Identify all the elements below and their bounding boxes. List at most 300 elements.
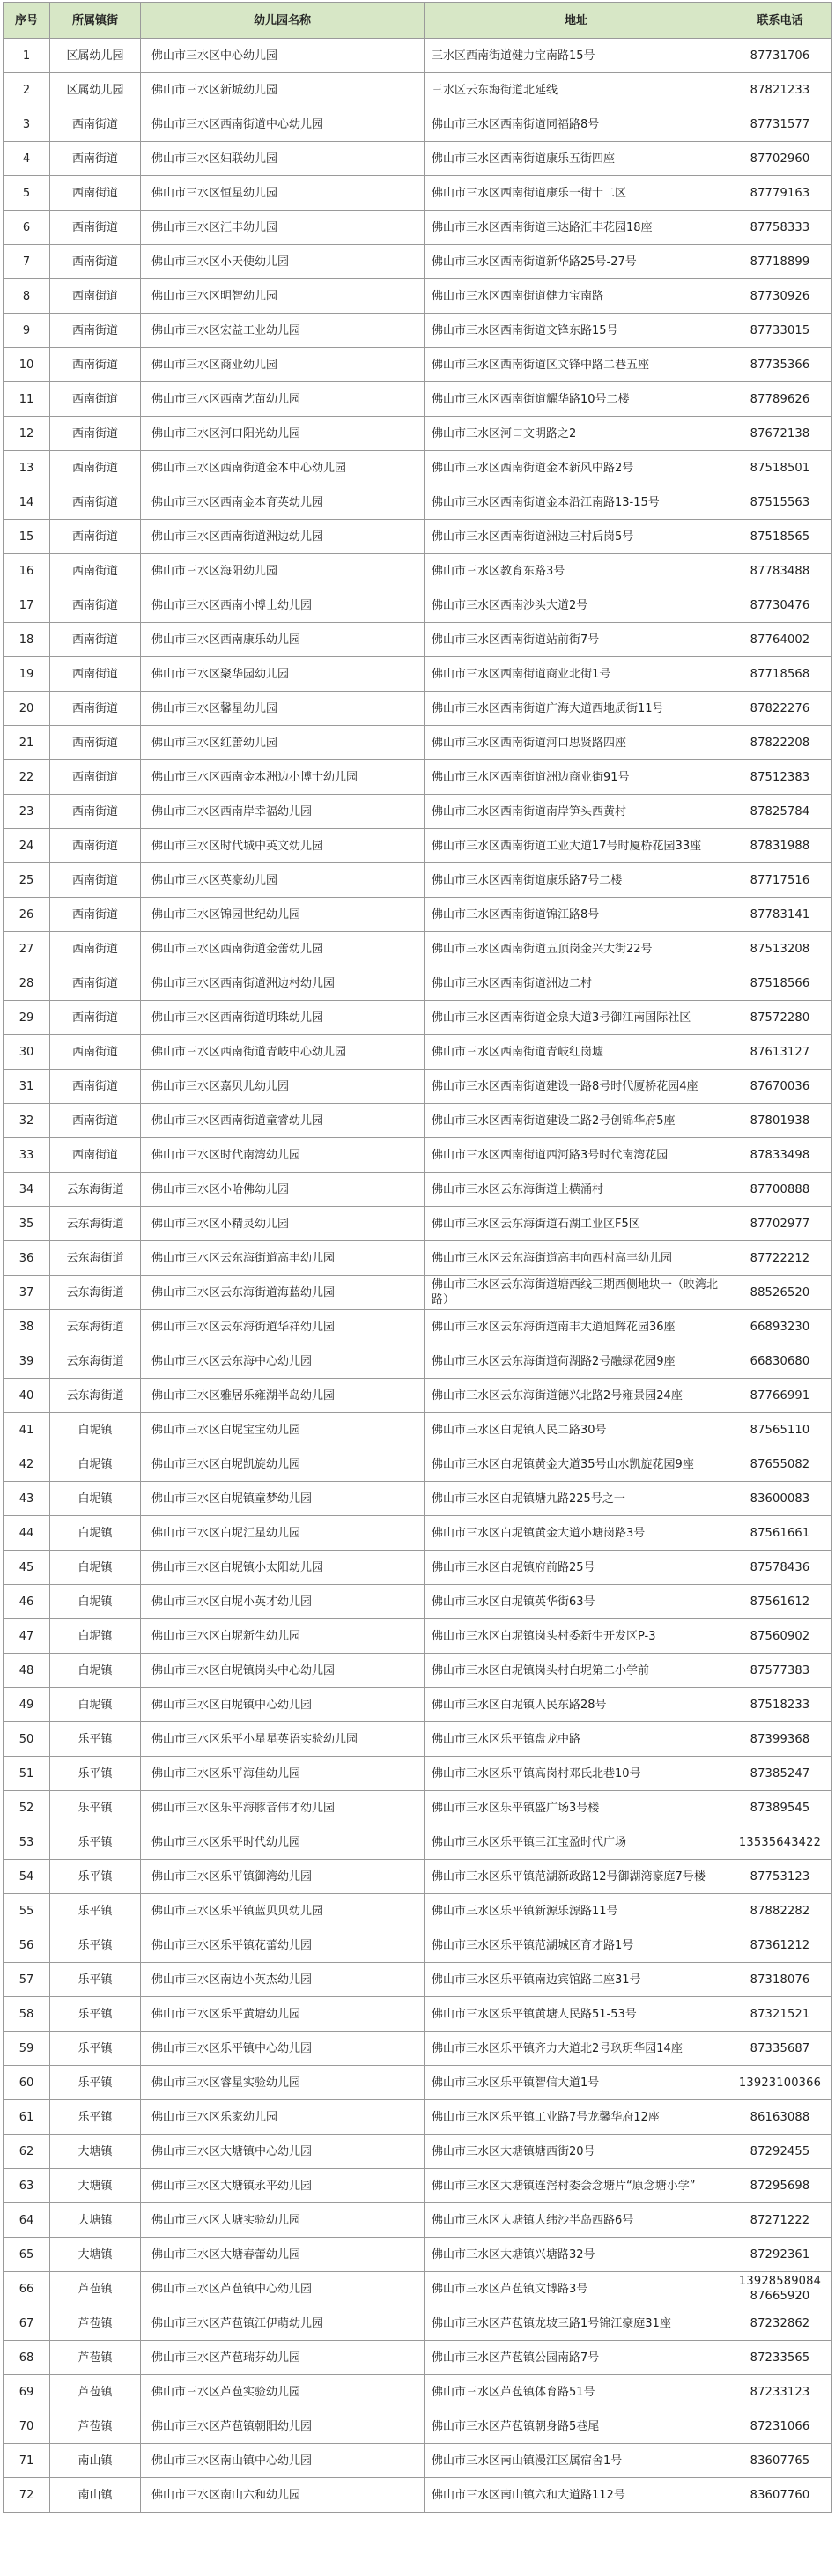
cell-index: 6 — [4, 211, 50, 245]
table-row — [4, 829, 832, 863]
cell-kindergarten-name: 佛山市三水区宏益工业幼儿园 — [141, 314, 425, 348]
cell-address: 佛山市三水区西南街道青岐红岗墟 — [425, 1035, 728, 1070]
cell-phone: 87672138 — [728, 417, 832, 451]
cell-phone: 13928589084 87665920 — [728, 2272, 832, 2306]
cell-index: 68 — [4, 2341, 50, 2375]
cell-district: 区属幼儿园 — [50, 39, 141, 73]
cell-address: 佛山市三水区西南街道五顶岗金兴大街22号 — [425, 932, 728, 966]
cell-district: 西南街道 — [50, 211, 141, 245]
cell-phone: 87518501 — [728, 451, 832, 485]
table-row — [4, 1997, 832, 2032]
cell-kindergarten-name: 佛山市三水区海阳幼儿园 — [141, 554, 425, 588]
cell-address: 佛山市三水区乐平镇三江宝盈时代广场 — [425, 1825, 728, 1860]
cell-index: 5 — [4, 176, 50, 211]
cell-phone: 87561612 — [728, 1585, 832, 1619]
cell-kindergarten-name: 佛山市三水区白坭宝宝幼儿园 — [141, 1413, 425, 1447]
cell-phone: 87389545 — [728, 1791, 832, 1825]
cell-address: 佛山市三水区西南街道洲边三村后岗5号 — [425, 520, 728, 554]
cell-address: 佛山市三水区云东海街道石湖工业区F5区 — [425, 1207, 728, 1241]
table-row — [4, 279, 832, 314]
cell-address: 佛山市三水区西南街道耀华路10号二楼 — [425, 382, 728, 417]
cell-kindergarten-name: 佛山市三水区恒星幼儿园 — [141, 176, 425, 211]
cell-district: 大塘镇 — [50, 2203, 141, 2238]
cell-district: 西南街道 — [50, 692, 141, 726]
cell-address: 佛山市三水区云东海街道塘西线三期西侧地块一（映湾北路） — [425, 1276, 728, 1310]
cell-index: 16 — [4, 554, 50, 588]
cell-kindergarten-name: 佛山市三水区大塘春蕾幼儿园 — [141, 2238, 425, 2272]
cell-address: 佛山市三水区西南街道同福路8号 — [425, 107, 728, 142]
table-row — [4, 795, 832, 829]
cell-district: 大塘镇 — [50, 2135, 141, 2169]
cell-phone: 87718899 — [728, 245, 832, 279]
cell-index: 56 — [4, 1928, 50, 1963]
table-row — [4, 1757, 832, 1791]
cell-district: 西南街道 — [50, 588, 141, 623]
cell-address: 佛山市三水区西南街道洲边二村 — [425, 966, 728, 1001]
cell-address: 佛山市三水区白坭镇塘九路225号之一 — [425, 1482, 728, 1516]
cell-index: 72 — [4, 2478, 50, 2513]
table-row — [4, 2341, 832, 2375]
cell-address: 佛山市三水区西南街道康乐路7号二楼 — [425, 863, 728, 898]
cell-kindergarten-name: 佛山市三水区小天使幼儿园 — [141, 245, 425, 279]
cell-address: 佛山市三水区白坭镇黄金大道小塘岗路3号 — [425, 1516, 728, 1551]
cell-address: 佛山市三水区西南街道文锋东路15号 — [425, 314, 728, 348]
cell-index: 60 — [4, 2066, 50, 2100]
cell-kindergarten-name: 佛山市三水区西南金本育英幼儿园 — [141, 485, 425, 520]
cell-kindergarten-name: 佛山市三水区乐平镇花蕾幼儿园 — [141, 1928, 425, 1963]
cell-index: 39 — [4, 1344, 50, 1379]
cell-district: 西南街道 — [50, 657, 141, 692]
table-row — [4, 176, 832, 211]
table-row — [4, 1447, 832, 1482]
cell-phone: 13535643422 — [728, 1825, 832, 1860]
cell-index: 63 — [4, 2169, 50, 2203]
cell-index: 18 — [4, 623, 50, 657]
cell-address: 佛山市三水区乐平镇南边宾馆路二座31号 — [425, 1963, 728, 1997]
cell-phone: 87231066 — [728, 2409, 832, 2444]
cell-index: 65 — [4, 2238, 50, 2272]
cell-district: 西南街道 — [50, 966, 141, 1001]
cell-phone: 87518565 — [728, 520, 832, 554]
cell-district: 西南街道 — [50, 932, 141, 966]
cell-kindergarten-name: 佛山市三水区商业幼儿园 — [141, 348, 425, 382]
cell-address: 佛山市三水区云东海街道高丰向西村高丰幼儿园 — [425, 1241, 728, 1276]
cell-district: 西南街道 — [50, 451, 141, 485]
cell-address: 佛山市三水区乐平镇盘龙中路 — [425, 1722, 728, 1757]
cell-phone: 87779163 — [728, 176, 832, 211]
cell-kindergarten-name: 佛山市三水区芦苞镇中心幼儿园 — [141, 2272, 425, 2306]
cell-phone: 87766991 — [728, 1379, 832, 1413]
table-row — [4, 314, 832, 348]
cell-district: 芦苞镇 — [50, 2409, 141, 2444]
table-row — [4, 1310, 832, 1344]
cell-address: 佛山市三水区云东海街道荷湖路2号融绿花园9座 — [425, 1344, 728, 1379]
cell-district: 白坭镇 — [50, 1619, 141, 1654]
cell-district: 白坭镇 — [50, 1585, 141, 1619]
cell-phone: 87321521 — [728, 1997, 832, 2032]
table-row — [4, 73, 832, 107]
cell-address: 佛山市三水区乐平镇齐力大道北2号玖玥华园14座 — [425, 2032, 728, 2066]
cell-index: 48 — [4, 1654, 50, 1688]
cell-index: 27 — [4, 932, 50, 966]
cell-address: 佛山市三水区乐平镇智信大道1号 — [425, 2066, 728, 2100]
table-row — [4, 1276, 832, 1310]
table-row — [4, 1241, 832, 1276]
cell-phone: 87578436 — [728, 1551, 832, 1585]
cell-address: 佛山市三水区大塘镇大纬沙半岛西路6号 — [425, 2203, 728, 2238]
cell-district: 乐平镇 — [50, 2066, 141, 2100]
table-row — [4, 1722, 832, 1757]
cell-address: 佛山市三水区芦苞镇公园南路7号 — [425, 2341, 728, 2375]
cell-kindergarten-name: 佛山市三水区西南街道洲边幼儿园 — [141, 520, 425, 554]
cell-district: 云东海街道 — [50, 1310, 141, 1344]
cell-phone: 87518566 — [728, 966, 832, 1001]
cell-kindergarten-name: 佛山市三水区西南街道金蕾幼儿园 — [141, 932, 425, 966]
cell-address: 佛山市三水区乐平镇工业路7号龙馨华府12座 — [425, 2100, 728, 2135]
cell-phone: 87512383 — [728, 760, 832, 795]
cell-district: 白坭镇 — [50, 1482, 141, 1516]
cell-index: 3 — [4, 107, 50, 142]
cell-index: 24 — [4, 829, 50, 863]
cell-kindergarten-name: 佛山市三水区芦苞实验幼儿园 — [141, 2375, 425, 2409]
table-row — [4, 1825, 832, 1860]
cell-address: 佛山市三水区西南街道建设一路8号时代厦桥花园4座 — [425, 1070, 728, 1104]
cell-index: 69 — [4, 2375, 50, 2409]
cell-address: 佛山市三水区教育东路3号 — [425, 554, 728, 588]
cell-kindergarten-name: 佛山市三水区乐平黄塘幼儿园 — [141, 1997, 425, 2032]
cell-district: 西南街道 — [50, 829, 141, 863]
table-row — [4, 2444, 832, 2478]
cell-district: 西南街道 — [50, 898, 141, 932]
cell-index: 55 — [4, 1894, 50, 1928]
cell-phone: 87361212 — [728, 1928, 832, 1963]
cell-kindergarten-name: 佛山市三水区西南街道中心幼儿园 — [141, 107, 425, 142]
cell-index: 29 — [4, 1001, 50, 1035]
cell-address: 佛山市三水区西南街道锦江路8号 — [425, 898, 728, 932]
table-row — [4, 1001, 832, 1035]
table-row — [4, 1688, 832, 1722]
cell-index: 41 — [4, 1413, 50, 1447]
table-row — [4, 588, 832, 623]
cell-phone: 87232862 — [728, 2306, 832, 2341]
table-body — [4, 39, 832, 2513]
table-row — [4, 417, 832, 451]
cell-district: 云东海街道 — [50, 1241, 141, 1276]
cell-phone: 87833498 — [728, 1138, 832, 1173]
cell-district: 西南街道 — [50, 863, 141, 898]
cell-district: 西南街道 — [50, 520, 141, 554]
cell-phone: 87292361 — [728, 2238, 832, 2272]
cell-address: 佛山市三水区西南街道站前街7号 — [425, 623, 728, 657]
cell-district: 乐平镇 — [50, 1757, 141, 1791]
cell-address: 佛山市三水区白坭镇人民东路28号 — [425, 1688, 728, 1722]
cell-index: 45 — [4, 1551, 50, 1585]
cell-index: 35 — [4, 1207, 50, 1241]
cell-phone: 87758333 — [728, 211, 832, 245]
cell-index: 13 — [4, 451, 50, 485]
cell-district: 云东海街道 — [50, 1173, 141, 1207]
cell-index: 51 — [4, 1757, 50, 1791]
cell-index: 17 — [4, 588, 50, 623]
cell-index: 59 — [4, 2032, 50, 2066]
cell-kindergarten-name: 佛山市三水区西南街道童睿幼儿园 — [141, 1104, 425, 1138]
cell-index: 61 — [4, 2100, 50, 2135]
cell-kindergarten-name: 佛山市三水区白坭凯旋幼儿园 — [141, 1447, 425, 1482]
cell-address: 佛山市三水区芦苞镇朝身路5巷尾 — [425, 2409, 728, 2444]
table-row — [4, 1104, 832, 1138]
cell-address: 佛山市三水区大塘镇塘西街20号 — [425, 2135, 728, 2169]
cell-index: 14 — [4, 485, 50, 520]
cell-address: 佛山市三水区白坭镇黄金大道35号山水凯旋花园9座 — [425, 1447, 728, 1482]
cell-address: 佛山市三水区西南沙头大道2号 — [425, 588, 728, 623]
cell-kindergarten-name: 佛山市三水区白坭镇小太阳幼儿园 — [141, 1551, 425, 1585]
cell-kindergarten-name: 佛山市三水区时代南湾幼儿园 — [141, 1138, 425, 1173]
cell-district: 西南街道 — [50, 314, 141, 348]
cell-kindergarten-name: 佛山市三水区乐平镇蓝贝贝幼儿园 — [141, 1894, 425, 1928]
cell-address: 佛山市三水区白坭镇英华街63号 — [425, 1585, 728, 1619]
cell-phone: 87731706 — [728, 39, 832, 73]
cell-phone: 87717516 — [728, 863, 832, 898]
cell-district: 西南街道 — [50, 382, 141, 417]
cell-index: 10 — [4, 348, 50, 382]
cell-district: 白坭镇 — [50, 1516, 141, 1551]
cell-index: 23 — [4, 795, 50, 829]
kindergarten-table — [3, 2, 832, 2513]
cell-district: 芦苞镇 — [50, 2341, 141, 2375]
cell-address: 佛山市三水区南山镇漫江区属宿舍1号 — [425, 2444, 728, 2478]
cell-kindergarten-name: 佛山市三水区西南岸幸福幼儿园 — [141, 795, 425, 829]
cell-kindergarten-name: 佛山市三水区小精灵幼儿园 — [141, 1207, 425, 1241]
cell-address: 佛山市三水区西南街道健力宝南路 — [425, 279, 728, 314]
table-row — [4, 382, 832, 417]
cell-index: 8 — [4, 279, 50, 314]
cell-kindergarten-name: 佛山市三水区南山六和幼儿园 — [141, 2478, 425, 2513]
table-row — [4, 2306, 832, 2341]
table-row — [4, 1894, 832, 1928]
cell-address: 佛山市三水区云东海街道南丰大道旭辉花园36座 — [425, 1310, 728, 1344]
cell-district: 西南街道 — [50, 176, 141, 211]
cell-address: 佛山市三水区白坭镇府前路25号 — [425, 1551, 728, 1585]
cell-kindergarten-name: 佛山市三水区西南艺苗幼儿园 — [141, 382, 425, 417]
cell-index: 22 — [4, 760, 50, 795]
header-index: 序号 — [4, 3, 50, 39]
cell-kindergarten-name: 佛山市三水区大塘镇永平幼儿园 — [141, 2169, 425, 2203]
cell-kindergarten-name: 佛山市三水区西南街道洲边村幼儿园 — [141, 966, 425, 1001]
cell-phone: 66893230 — [728, 1310, 832, 1344]
cell-index: 58 — [4, 1997, 50, 2032]
cell-phone: 87385247 — [728, 1757, 832, 1791]
table-row — [4, 2409, 832, 2444]
cell-phone: 87655082 — [728, 1447, 832, 1482]
cell-address: 佛山市三水区大塘镇兴塘路32号 — [425, 2238, 728, 2272]
cell-index: 7 — [4, 245, 50, 279]
cell-kindergarten-name: 佛山市三水区白坭镇童梦幼儿园 — [141, 1482, 425, 1516]
cell-kindergarten-name: 佛山市三水区乐平海豚音伟才幼儿园 — [141, 1791, 425, 1825]
cell-index: 42 — [4, 1447, 50, 1482]
table-row — [4, 1963, 832, 1997]
cell-phone: 87801938 — [728, 1104, 832, 1138]
table-row — [4, 1344, 832, 1379]
cell-address: 佛山市三水区乐平镇范湖城区育才路1号 — [425, 1928, 728, 1963]
cell-address: 佛山市三水区西南街道三达路汇丰花园18座 — [425, 211, 728, 245]
cell-index: 30 — [4, 1035, 50, 1070]
cell-district: 西南街道 — [50, 726, 141, 760]
cell-address: 佛山市三水区乐平镇黄塘人民路51-53号 — [425, 1997, 728, 2032]
cell-phone: 66830680 — [728, 1344, 832, 1379]
cell-district: 乐平镇 — [50, 1894, 141, 1928]
cell-district: 芦苞镇 — [50, 2375, 141, 2409]
cell-phone: 87822276 — [728, 692, 832, 726]
cell-kindergarten-name: 佛山市三水区乐平时代幼儿园 — [141, 1825, 425, 1860]
cell-phone: 87718568 — [728, 657, 832, 692]
cell-phone: 87831988 — [728, 829, 832, 863]
table-row — [4, 348, 832, 382]
table-row — [4, 966, 832, 1001]
cell-address: 佛山市三水区西南街道洲边商业街91号 — [425, 760, 728, 795]
cell-kindergarten-name: 佛山市三水区芦苞镇江伊萌幼儿园 — [141, 2306, 425, 2341]
cell-index: 32 — [4, 1104, 50, 1138]
cell-kindergarten-name: 佛山市三水区西南街道青岐中心幼儿园 — [141, 1035, 425, 1070]
cell-district: 西南街道 — [50, 1138, 141, 1173]
table-row — [4, 1791, 832, 1825]
table-row — [4, 520, 832, 554]
table-row — [4, 863, 832, 898]
cell-phone: 87731577 — [728, 107, 832, 142]
cell-index: 36 — [4, 1241, 50, 1276]
cell-address: 佛山市三水区芦苞镇文博路3号 — [425, 2272, 728, 2306]
cell-address: 佛山市三水区西南街道金本沿江南路13-15号 — [425, 485, 728, 520]
table-row — [4, 2135, 832, 2169]
cell-index: 1 — [4, 39, 50, 73]
cell-district: 西南街道 — [50, 417, 141, 451]
cell-phone: 87702960 — [728, 142, 832, 176]
cell-kindergarten-name: 佛山市三水区妇联幼儿园 — [141, 142, 425, 176]
cell-kindergarten-name: 佛山市三水区西南康乐幼儿园 — [141, 623, 425, 657]
cell-district: 区属幼儿园 — [50, 73, 141, 107]
table-row — [4, 1379, 832, 1413]
table-row — [4, 2375, 832, 2409]
cell-index: 31 — [4, 1070, 50, 1104]
cell-address: 佛山市三水区西南街道西河路3号时代南湾花园 — [425, 1138, 728, 1173]
cell-district: 西南街道 — [50, 348, 141, 382]
table-row — [4, 451, 832, 485]
cell-kindergarten-name: 佛山市三水区云东海街道海蓝幼儿园 — [141, 1276, 425, 1310]
table-row — [4, 1585, 832, 1619]
table-row — [4, 657, 832, 692]
table-row — [4, 1928, 832, 1963]
cell-address: 佛山市三水区芦苞镇体育路51号 — [425, 2375, 728, 2409]
cell-index: 20 — [4, 692, 50, 726]
cell-phone: 87233565 — [728, 2341, 832, 2375]
cell-kindergarten-name: 佛山市三水区芦苞瑞芬幼儿园 — [141, 2341, 425, 2375]
cell-phone: 87335687 — [728, 2032, 832, 2066]
cell-index: 11 — [4, 382, 50, 417]
cell-index: 53 — [4, 1825, 50, 1860]
kindergarten-directory — [3, 2, 831, 2513]
cell-phone: 87513208 — [728, 932, 832, 966]
cell-district: 白坭镇 — [50, 1447, 141, 1482]
table-row — [4, 1516, 832, 1551]
cell-kindergarten-name: 佛山市三水区中心幼儿园 — [141, 39, 425, 73]
table-row — [4, 1207, 832, 1241]
cell-address: 三水区云东海街道北延线 — [425, 73, 728, 107]
cell-district: 乐平镇 — [50, 1860, 141, 1894]
cell-index: 44 — [4, 1516, 50, 1551]
cell-index: 57 — [4, 1963, 50, 1997]
cell-address: 佛山市三水区西南街道区文锋中路二巷五座 — [425, 348, 728, 382]
cell-district: 乐平镇 — [50, 1928, 141, 1963]
cell-index: 54 — [4, 1860, 50, 1894]
cell-district: 西南街道 — [50, 107, 141, 142]
cell-district: 西南街道 — [50, 142, 141, 176]
cell-district: 乐平镇 — [50, 1825, 141, 1860]
cell-district: 云东海街道 — [50, 1379, 141, 1413]
table-row — [4, 2272, 832, 2306]
cell-phone: 87318076 — [728, 1963, 832, 1997]
cell-district: 西南街道 — [50, 760, 141, 795]
cell-kindergarten-name: 佛山市三水区新城幼儿园 — [141, 73, 425, 107]
cell-phone: 87825784 — [728, 795, 832, 829]
table-row — [4, 2238, 832, 2272]
cell-address: 佛山市三水区南山镇六和大道路112号 — [425, 2478, 728, 2513]
cell-address: 佛山市三水区乐平镇新源乐源路11号 — [425, 1894, 728, 1928]
cell-phone: 87565110 — [728, 1413, 832, 1447]
cell-phone: 87789626 — [728, 382, 832, 417]
table-row — [4, 760, 832, 795]
cell-district: 西南街道 — [50, 1001, 141, 1035]
cell-index: 49 — [4, 1688, 50, 1722]
cell-kindergarten-name: 佛山市三水区乐平小星星英语实验幼儿园 — [141, 1722, 425, 1757]
cell-kindergarten-name: 佛山市三水区河口阳光幼儿园 — [141, 417, 425, 451]
cell-kindergarten-name: 佛山市三水区英豪幼儿园 — [141, 863, 425, 898]
cell-phone: 83607760 — [728, 2478, 832, 2513]
cell-phone: 87882282 — [728, 1894, 832, 1928]
table-row — [4, 1070, 832, 1104]
cell-phone: 87753123 — [728, 1860, 832, 1894]
cell-phone: 86163088 — [728, 2100, 832, 2135]
cell-address: 佛山市三水区西南街道南岸笋头西黄村 — [425, 795, 728, 829]
cell-phone: 87271222 — [728, 2203, 832, 2238]
cell-index: 12 — [4, 417, 50, 451]
cell-kindergarten-name: 佛山市三水区乐家幼儿园 — [141, 2100, 425, 2135]
cell-index: 52 — [4, 1791, 50, 1825]
cell-index: 46 — [4, 1585, 50, 1619]
header-district: 所属镇街 — [50, 3, 141, 39]
cell-kindergarten-name: 佛山市三水区明智幼儿园 — [141, 279, 425, 314]
cell-address: 佛山市三水区乐平镇范湖新政路12号御湖湾豪庭7号楼 — [425, 1860, 728, 1894]
cell-kindergarten-name: 佛山市三水区馨星幼儿园 — [141, 692, 425, 726]
cell-address: 佛山市三水区西南街道工业大道17号时厦桥花园33座 — [425, 829, 728, 863]
cell-address: 佛山市三水区芦苞镇龙坡三路1号锦江豪庭31座 — [425, 2306, 728, 2341]
cell-district: 白坭镇 — [50, 1413, 141, 1447]
table-row — [4, 1138, 832, 1173]
table-row — [4, 2203, 832, 2238]
cell-index: 26 — [4, 898, 50, 932]
cell-district: 西南街道 — [50, 623, 141, 657]
cell-index: 33 — [4, 1138, 50, 1173]
cell-district: 芦苞镇 — [50, 2306, 141, 2341]
cell-kindergarten-name: 佛山市三水区乐平镇御湾幼儿园 — [141, 1860, 425, 1894]
table-row — [4, 692, 832, 726]
cell-index: 38 — [4, 1310, 50, 1344]
table-row — [4, 1173, 832, 1207]
table-row — [4, 1619, 832, 1654]
cell-index: 34 — [4, 1173, 50, 1207]
cell-index: 66 — [4, 2272, 50, 2306]
cell-phone: 87399368 — [728, 1722, 832, 1757]
cell-phone: 87783141 — [728, 898, 832, 932]
table-row — [4, 623, 832, 657]
